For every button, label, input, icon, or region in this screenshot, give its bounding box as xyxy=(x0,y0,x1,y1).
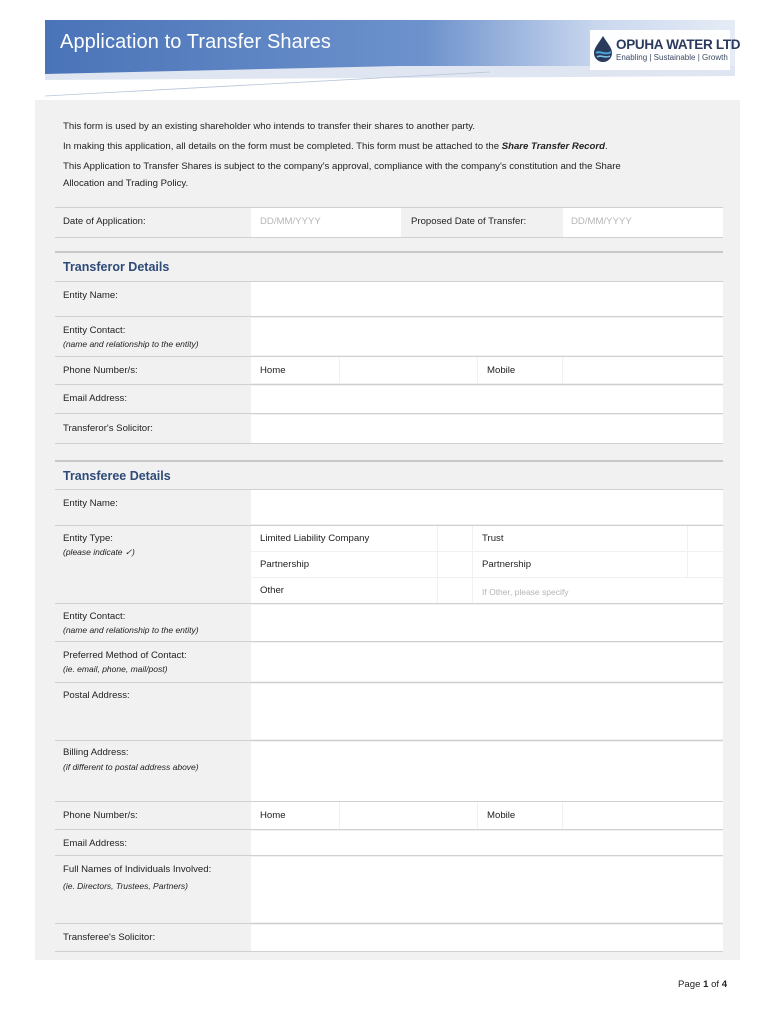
transferee-heading: Transferee Details xyxy=(63,469,171,483)
intro-line-2-end: . xyxy=(604,141,608,152)
transferor-entity-contact-field[interactable] xyxy=(251,318,723,355)
divider xyxy=(55,923,723,924)
transferor-email-field[interactable] xyxy=(251,386,723,413)
transferor-solicitor-field[interactable] xyxy=(251,415,723,443)
transfer-date-label: Proposed Date of Transfer: xyxy=(411,216,527,227)
individuals-involved-hint: (ie. Directors, Trustees, Partners) xyxy=(63,881,189,891)
transferor-home-phone-field[interactable] xyxy=(340,357,477,383)
transferor-entity-name-label: Entity Name: xyxy=(63,290,118,301)
intro-line-2 xyxy=(63,138,713,155)
intro-text xyxy=(63,118,713,192)
entity-type-label: Entity Type: xyxy=(63,533,113,544)
divider xyxy=(55,641,723,642)
transferee-entity-contact-field[interactable] xyxy=(251,605,723,641)
divider xyxy=(55,740,723,741)
share-transfer-record-ref: Share Transfer Record xyxy=(501,141,605,152)
intro-line-2-text: In making this application, all details on the form must be completed. This form must be attached to the xyxy=(63,141,502,152)
transferor-home-label: Home xyxy=(260,365,286,376)
company-logo xyxy=(592,34,741,66)
transferee-solicitor-field[interactable] xyxy=(251,925,723,951)
transferee-home-phone-field[interactable] xyxy=(340,802,477,829)
logo-name: OPUHA WATER LTD xyxy=(616,37,741,52)
preferred-contact-hint: (ie. email, phone, mail/post) xyxy=(63,664,168,674)
other-specify-placeholder: If Other, please specify xyxy=(482,587,569,597)
page-total: 4 xyxy=(721,979,728,990)
entity-type-partnership-2-checkbox[interactable] xyxy=(688,552,723,577)
section-divider xyxy=(55,251,723,253)
transferee-home-label: Home xyxy=(260,810,286,821)
individuals-involved-field[interactable] xyxy=(251,857,723,922)
entity-type-trust-checkbox[interactable] xyxy=(688,526,723,551)
postal-address-field[interactable] xyxy=(251,684,723,739)
entity-type-trust-cell xyxy=(473,526,687,551)
transferor-entity-contact-hint: (name and relationship to the entity) xyxy=(63,339,199,349)
transferee-entity-contact-label: Entity Contact: xyxy=(63,611,126,622)
transferor-mobile-label: Mobile xyxy=(487,365,516,376)
transferee-mobile-label: Mobile xyxy=(487,810,516,821)
entity-type-llc-checkbox[interactable] xyxy=(438,526,472,551)
individuals-involved-label: Full Names of Individuals Involved: xyxy=(63,864,212,875)
application-date-placeholder: DD/MM/YYYY xyxy=(260,216,321,227)
transferee-email-label: Email Address: xyxy=(63,838,127,849)
header-banner xyxy=(0,0,770,100)
of-word: of xyxy=(711,979,720,990)
entity-type-hint: (please indicate ✓) xyxy=(63,547,135,557)
divider xyxy=(55,855,723,856)
transferee-solicitor-label: Transferee's Solicitor: xyxy=(63,932,156,943)
transferee-mobile-phone-field[interactable] xyxy=(563,802,723,829)
entity-type-option-partnership: Partnership xyxy=(260,559,310,570)
billing-address-hint: (if different to postal address above) xyxy=(63,762,199,772)
page-title: Application to Transfer Shares xyxy=(60,31,331,53)
intro-line-1: This form is used by an existing shareholder who intends to transfer their shares to another party. xyxy=(63,121,476,132)
page-number xyxy=(678,979,727,990)
transferor-email-label: Email Address: xyxy=(63,393,127,404)
page-current: 1 xyxy=(703,979,709,990)
entity-type-option-other: Other xyxy=(260,585,284,596)
divider xyxy=(55,951,723,952)
divider xyxy=(55,413,723,414)
divider xyxy=(55,603,723,604)
divider xyxy=(55,316,723,317)
transferor-entity-name-field[interactable] xyxy=(251,282,723,316)
transferor-solicitor-label: Transferor's Solicitor: xyxy=(63,423,153,434)
transferor-heading: Transferor Details xyxy=(63,260,170,274)
entity-type-other-checkbox[interactable] xyxy=(438,578,472,603)
transferor-entity-contact-label: Entity Contact: xyxy=(63,325,126,336)
section-divider xyxy=(55,460,723,462)
water-drop-icon xyxy=(592,34,614,62)
postal-address-label: Postal Address: xyxy=(63,690,130,701)
transferee-entity-name-label: Entity Name: xyxy=(63,498,118,509)
preferred-contact-field[interactable] xyxy=(251,643,723,681)
entity-type-option-trust: Trust xyxy=(482,533,504,544)
application-date-label: Date of Application: xyxy=(63,216,146,227)
divider xyxy=(55,384,723,385)
divider xyxy=(55,682,723,683)
page-word: Page xyxy=(678,979,701,990)
transferee-email-field[interactable] xyxy=(251,831,723,855)
divider xyxy=(55,237,723,238)
transferee-entity-contact-hint: (name and relationship to the entity) xyxy=(63,625,199,635)
preferred-contact-label: Preferred Method of Contact: xyxy=(63,650,187,661)
intro-line-3: This Application to Transfer Shares is subject to the company's approval, compliance with the company's constitution and the Share xyxy=(63,161,621,172)
divider xyxy=(55,443,723,444)
transferor-mobile-phone-field[interactable] xyxy=(563,357,723,383)
intro-line-4: Allocation and Trading Policy. xyxy=(63,178,189,189)
transferor-phone-label: Phone Number/s: xyxy=(63,365,138,376)
billing-address-label: Billing Address: xyxy=(63,747,129,758)
divider xyxy=(55,829,723,830)
logo-tagline: Enabling | Sustainable | Growth xyxy=(616,53,728,62)
entity-type-option-llc: Limited Liability Company xyxy=(260,533,370,544)
entity-type-option-partnership-2: Partnership xyxy=(482,559,532,570)
transfer-date-placeholder: DD/MM/YYYY xyxy=(571,216,632,227)
transferee-phone-label: Phone Number/s: xyxy=(63,810,138,821)
entity-type-partnership-checkbox[interactable] xyxy=(438,552,472,577)
billing-address-field[interactable] xyxy=(251,742,723,801)
transferee-entity-name-field[interactable] xyxy=(251,490,723,524)
